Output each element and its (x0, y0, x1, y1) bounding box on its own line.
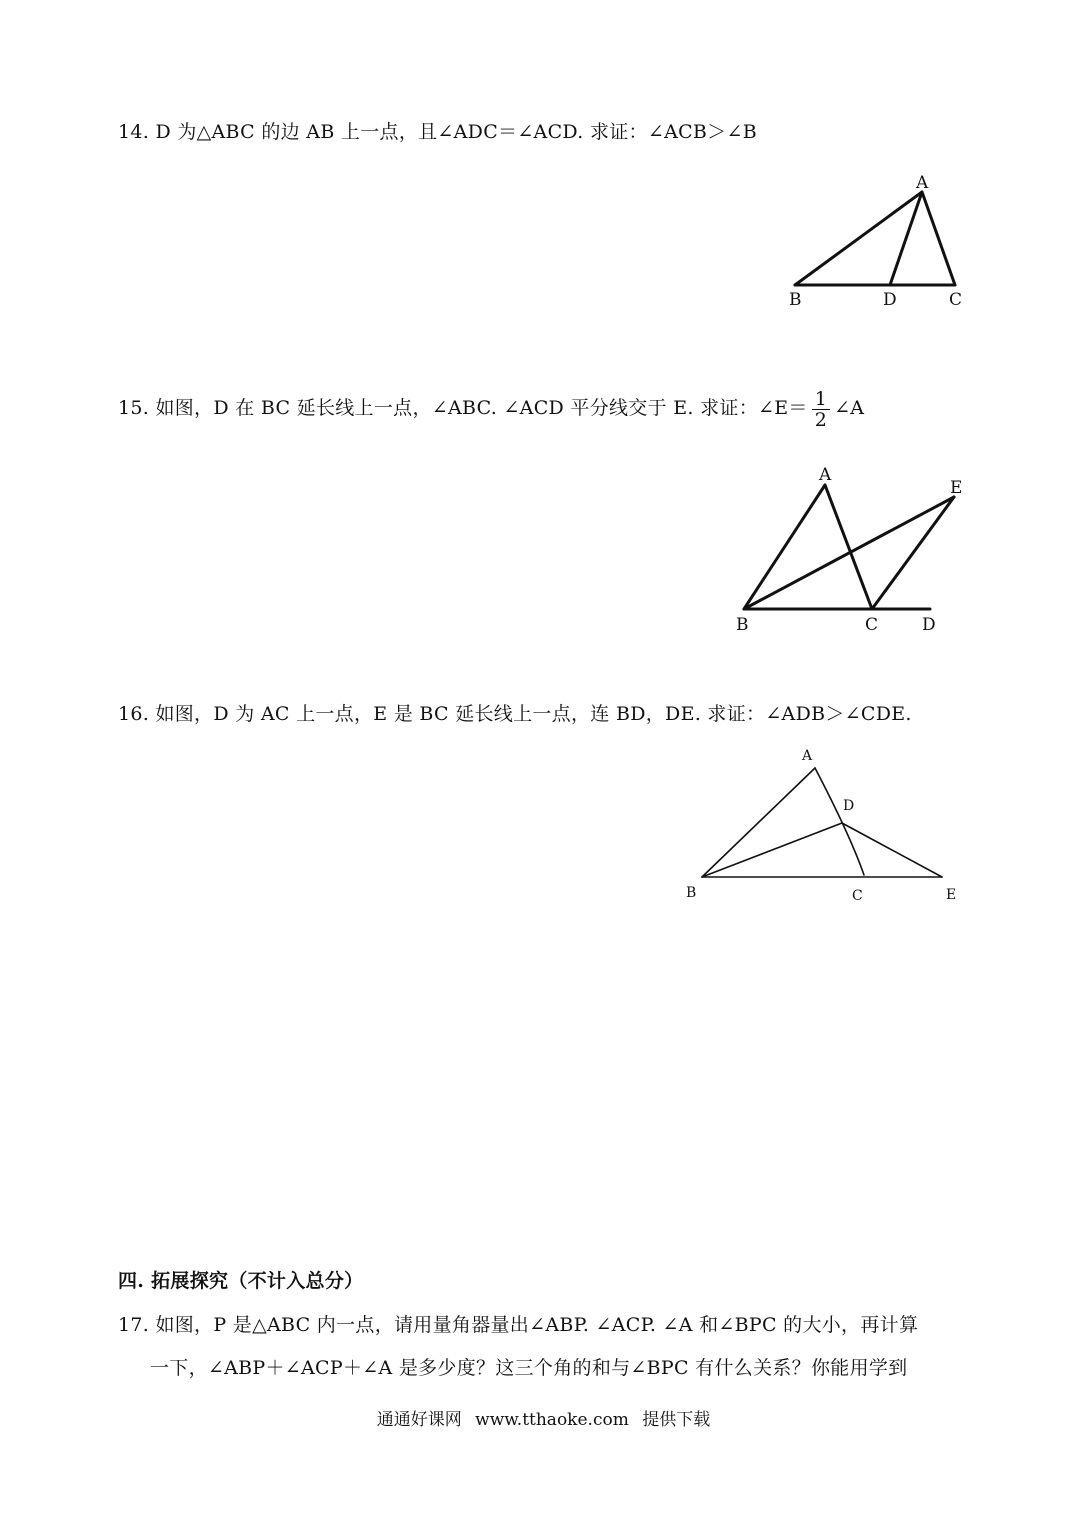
footer-suffix: 提供下载 (642, 1410, 711, 1430)
problem-15-text-after: ∠A (834, 397, 865, 419)
fig14-line-ac (922, 192, 955, 285)
fig16-arc-ac (815, 768, 864, 875)
fig16-line-ba (702, 768, 815, 877)
footer-site-name: 通通好课网 (376, 1410, 462, 1430)
fig15-label-d: D (922, 615, 936, 635)
fig15-label-b: B (736, 615, 749, 635)
problem-15-text-before: 15. 如图，D 在 BC 延长线上一点，∠ABC. ∠ACD 平分线交于 E. 求证：∠E＝ (118, 397, 808, 419)
section-4-title: 四. 拓展探究（不计入总分） (118, 1270, 364, 1292)
fig16-label-d: D (843, 798, 855, 814)
fig14-label-d: D (883, 290, 897, 310)
problem-17-line-1: 17. 如图，P 是△ABC 内一点，请用量角器量出∠ABP. ∠ACP. ∠A 和∠BPC 的大小，再计算 (118, 1314, 919, 1336)
fig14-line-ba (795, 192, 922, 285)
page-footer (0, 1409, 1087, 1431)
fig16-label-b: B (686, 885, 697, 901)
problem-15-text (118, 384, 864, 432)
fig15-line-ce (872, 497, 954, 609)
footer-url[interactable]: www.tthaoke.com (475, 1410, 629, 1430)
fig16-line-bd (702, 823, 842, 877)
fraction-numerator: 1 (812, 389, 830, 410)
figure-14 (780, 170, 980, 315)
figure-16 (680, 740, 970, 910)
fig16-label-a: A (802, 748, 813, 764)
figure-15 (730, 460, 980, 640)
problem-17-line-2: 一下，∠ABP＋∠ACP＋∠A 是多少度？这三个角的和与∠BPC 有什么关系？你能用学到 (150, 1357, 908, 1379)
fig15-label-e: E (950, 478, 963, 498)
fig15-line-ba (744, 485, 825, 609)
fig14-line-ad (890, 192, 922, 285)
fig15-label-c: C (865, 615, 879, 635)
problem-14-text: 14. D 为△ABC 的边 AB 上一点，且∠ADC＝∠ACD. 求证：∠ACB＞∠B (118, 121, 757, 143)
fig15-line-be (744, 497, 954, 609)
fig14-label-c: C (949, 290, 963, 310)
fig15-label-a: A (819, 465, 832, 485)
fig15-line-ac (825, 485, 872, 609)
fraction-one-half (812, 389, 830, 430)
fraction-denominator: 2 (814, 408, 828, 431)
fig16-label-c: C (852, 888, 863, 904)
problem-16-text: 16. 如图，D 为 AC 上一点，E 是 BC 延长线上一点，连 BD，DE. 求证：∠ADB＞∠CDE. (118, 703, 912, 725)
fig14-label-a: A (916, 173, 929, 193)
fig16-line-de (842, 823, 942, 877)
fig16-label-e: E (946, 887, 957, 903)
fig14-label-b: B (789, 290, 802, 310)
